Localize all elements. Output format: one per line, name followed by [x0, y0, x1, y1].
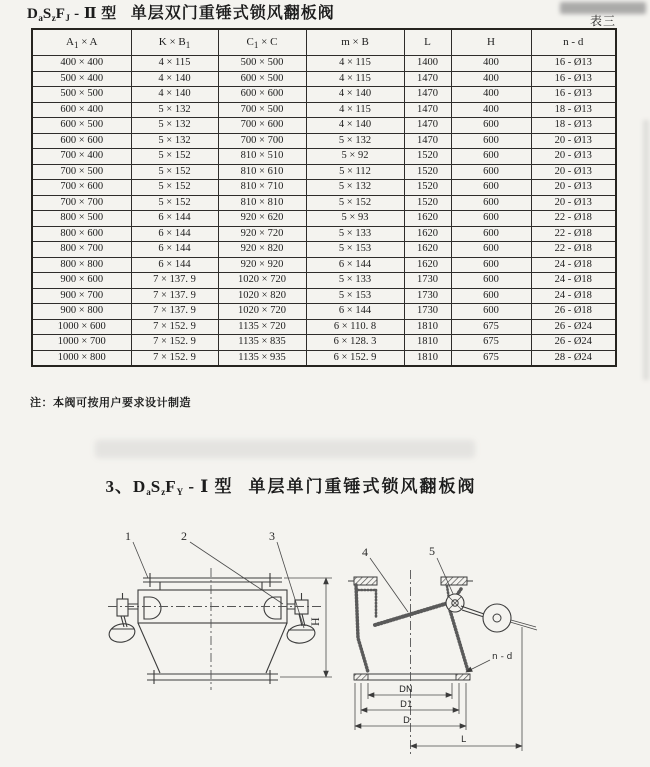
- section-title: 3、$D_aS_zF_Y$ - Ⅰ 型 单层单门重锤式锁风翻板阀: [105, 477, 477, 497]
- note-text: 注：本阀可按用户要求设计制造: [30, 397, 191, 409]
- table-row: [32, 133, 616, 149]
- table-cell: 920 × 620: [218, 211, 306, 227]
- table-row: [32, 56, 616, 72]
- table-cell: 6 × 110. 8: [306, 319, 404, 335]
- table-cell: 810 × 610: [218, 164, 306, 180]
- table-cell: 675: [451, 319, 531, 335]
- table-cell: 4 × 115: [306, 71, 404, 87]
- table-cell: 5 × 152: [131, 149, 218, 165]
- dim-d1: [361, 700, 459, 710]
- table-cell: 400: [451, 56, 531, 72]
- ghost-print-artifact: [95, 440, 475, 458]
- table-cell: 600: [451, 133, 531, 149]
- table-cell: 1470: [404, 71, 451, 87]
- table-cell: 600: [451, 226, 531, 242]
- table-cell: 5 × 132: [306, 180, 404, 196]
- table-cell: 7 × 152. 9: [131, 335, 218, 351]
- table-cell: 500 × 500: [32, 87, 131, 103]
- table-cell: 810 × 510: [218, 149, 306, 165]
- table-cell: 1000 × 700: [32, 335, 131, 351]
- table-row: [32, 149, 616, 165]
- table-cell: 5 × 152: [131, 195, 218, 211]
- table-row: [32, 288, 616, 304]
- table-cell: 4 × 140: [306, 118, 404, 134]
- table-cell: 1730: [404, 304, 451, 320]
- table-cell: 7 × 152. 9: [131, 350, 218, 366]
- callout-5: 5: [429, 544, 435, 558]
- table-cell: 700 × 700: [218, 133, 306, 149]
- table-cell: 700 × 500: [218, 102, 306, 118]
- table-cell: 600: [451, 211, 531, 227]
- table-cell: 1020 × 720: [218, 304, 306, 320]
- table-cell: 800 × 600: [32, 226, 131, 242]
- table-row: [32, 71, 616, 87]
- table-cell: 1730: [404, 288, 451, 304]
- table-cell: 16 - Ø13: [531, 71, 616, 87]
- table-cell: 1470: [404, 102, 451, 118]
- table-cell: 7 × 137. 9: [131, 304, 218, 320]
- table-cell: 900 × 700: [32, 288, 131, 304]
- table-cell: 4 × 115: [131, 56, 218, 72]
- left-hammer-assembly: [107, 593, 138, 645]
- table-cell: 400: [451, 87, 531, 103]
- spec-table: [31, 28, 617, 367]
- table-cell: 18 - Ø13: [531, 118, 616, 134]
- table-row: [32, 102, 616, 118]
- table-cell: 1620: [404, 257, 451, 273]
- col-header-l: L: [404, 29, 451, 56]
- table-cell: 5 × 133: [306, 273, 404, 289]
- valve-technical-drawing: [0, 518, 650, 767]
- table-cell: 5 × 132: [131, 133, 218, 149]
- table-row: [32, 304, 616, 320]
- table-cell: 920 × 720: [218, 226, 306, 242]
- page-title: [27, 0, 335, 23]
- table-row: [32, 180, 616, 196]
- table-cell: 1520: [404, 149, 451, 165]
- table-cell: 800 × 800: [32, 257, 131, 273]
- table-cell: 4 × 140: [306, 87, 404, 103]
- table-cell: 1020 × 720: [218, 273, 306, 289]
- dim-h: [280, 578, 332, 677]
- table-cell: 26 - Ø18: [531, 304, 616, 320]
- table-cell: 26 - Ø24: [531, 335, 616, 351]
- table-row: [32, 118, 616, 134]
- table-cell: 6 × 144: [131, 211, 218, 227]
- table-cell: 1520: [404, 180, 451, 196]
- table-cell: 16 - Ø13: [531, 87, 616, 103]
- table-cell: 28 - Ø24: [531, 350, 616, 366]
- section-valve-name: 单层单门重锤式锁风翻板阀: [248, 477, 477, 496]
- table-cell: 600: [451, 288, 531, 304]
- table-cell: 5 × 93: [306, 211, 404, 227]
- valve-name: 单层双门重锤式锁风翻板阀: [130, 5, 335, 22]
- dim-label-h: H: [308, 617, 322, 626]
- header-row: [32, 29, 616, 56]
- table-cell: 900 × 600: [32, 273, 131, 289]
- table-cell: 1135 × 835: [218, 335, 306, 351]
- table-cell: 600 × 400: [32, 102, 131, 118]
- table-cell: 400: [451, 71, 531, 87]
- table-cell: 400: [451, 102, 531, 118]
- table-cell: 6 × 144: [306, 257, 404, 273]
- table-cell: 26 - Ø24: [531, 319, 616, 335]
- table-cell: 1620: [404, 226, 451, 242]
- callout-4: 4: [362, 545, 368, 559]
- flap-plate: [375, 603, 448, 625]
- table-cell: 1020 × 820: [218, 288, 306, 304]
- table-cell: 400 × 400: [32, 56, 131, 72]
- table-cell: 16 - Ø13: [531, 56, 616, 72]
- front-view: [107, 529, 332, 690]
- table-cell: 22 - Ø18: [531, 211, 616, 227]
- table-cell: 5 × 132: [306, 133, 404, 149]
- table-cell: 5 × 92: [306, 149, 404, 165]
- table-cell: 810 × 810: [218, 195, 306, 211]
- pivot-hinge: [446, 594, 464, 612]
- table-cell: 1620: [404, 242, 451, 258]
- table-row: [32, 195, 616, 211]
- table-cell: 6 × 144: [306, 304, 404, 320]
- table-cell: 5 × 152: [131, 164, 218, 180]
- table-cell: 7 × 137. 9: [131, 288, 218, 304]
- table-cell: 920 × 820: [218, 242, 306, 258]
- callout-2: 2: [181, 529, 187, 543]
- section-model-code: $D_aS_zF_Y$ - Ⅰ 型: [132, 477, 233, 497]
- table-row: [32, 319, 616, 335]
- top-flange: [143, 573, 282, 590]
- col-header-a1xa: $A_1 \times A$: [32, 29, 131, 56]
- col-header-kxb1: $K \times B_1$: [131, 29, 218, 56]
- table-cell: 1470: [404, 87, 451, 103]
- table-cell: 4 × 115: [306, 102, 404, 118]
- table-cell: 1135 × 935: [218, 350, 306, 366]
- table-cell: 24 - Ø18: [531, 273, 616, 289]
- table-cell: 5 × 112: [306, 164, 404, 180]
- table-cell: 1135 × 720: [218, 319, 306, 335]
- cone-and-bottom-flange: [138, 623, 287, 684]
- table-cell: 4 × 140: [131, 87, 218, 103]
- table-cell: 20 - Ø13: [531, 180, 616, 196]
- dim-label-l: L: [461, 735, 467, 745]
- table-cell: 600: [451, 118, 531, 134]
- table-cell: 20 - Ø13: [531, 164, 616, 180]
- table-cell: 1470: [404, 133, 451, 149]
- table-cell: 675: [451, 335, 531, 351]
- scan-smudge-right-edge: [643, 120, 649, 380]
- table-cell: 800 × 500: [32, 211, 131, 227]
- table-row: [32, 350, 616, 366]
- table-cell: 600: [451, 180, 531, 196]
- table-row: [32, 226, 616, 242]
- dim-label-d1: D1: [400, 700, 413, 710]
- table-cell: 600: [451, 273, 531, 289]
- table-cell: 20 - Ø13: [531, 133, 616, 149]
- table-cell: 7 × 137. 9: [131, 273, 218, 289]
- table-cell: 600: [451, 304, 531, 320]
- table-cell: 600: [451, 242, 531, 258]
- dim-label-dn: DN: [399, 685, 413, 695]
- table-row: [32, 87, 616, 103]
- table-cell: 1400: [404, 56, 451, 72]
- table-cell: 1810: [404, 335, 451, 351]
- table-cell: 20 - Ø13: [531, 195, 616, 211]
- table-cell: 5 × 153: [306, 242, 404, 258]
- table-cell: 900 × 800: [32, 304, 131, 320]
- table-row: [32, 164, 616, 180]
- table-cell: 600: [451, 195, 531, 211]
- callout-3: 3: [269, 529, 275, 543]
- table-cell: 1730: [404, 273, 451, 289]
- table-row: [32, 242, 616, 258]
- table-cell: 1810: [404, 319, 451, 335]
- dim-label-nd: n - d: [492, 652, 513, 662]
- col-header-nd: n - d: [531, 29, 616, 56]
- table-row: [32, 211, 616, 227]
- table-cell: 24 - Ø18: [531, 288, 616, 304]
- spec-table-body: [32, 56, 616, 367]
- table-row: [32, 257, 616, 273]
- table-cell: 600: [451, 149, 531, 165]
- table-cell: 1620: [404, 211, 451, 227]
- table-cell: 810 × 710: [218, 180, 306, 196]
- table-cell: 18 - Ø13: [531, 102, 616, 118]
- table-cell: 600: [451, 257, 531, 273]
- table-cell: 22 - Ø18: [531, 226, 616, 242]
- table-caption: 表三: [589, 14, 616, 28]
- table-cell: 6 × 144: [131, 257, 218, 273]
- shaft-bearings: [144, 597, 281, 619]
- table-cell: 6 × 128. 3: [306, 335, 404, 351]
- dim-l: [411, 735, 523, 746]
- table-cell: 1810: [404, 350, 451, 366]
- table-cell: 920 × 920: [218, 257, 306, 273]
- table-cell: 5 × 152: [131, 180, 218, 196]
- table-cell: 1520: [404, 195, 451, 211]
- table-cell: 7 × 152. 9: [131, 319, 218, 335]
- bolt-callout: [466, 652, 512, 672]
- table-cell: 1520: [404, 164, 451, 180]
- table-cell: 800 × 700: [32, 242, 131, 258]
- table-cell: 5 × 153: [306, 288, 404, 304]
- table-cell: 5 × 132: [131, 102, 218, 118]
- table-cell: 600 × 600: [32, 133, 131, 149]
- dim-label-d: D: [403, 716, 410, 726]
- dim-extension-lines: [355, 627, 522, 751]
- table-cell: 1000 × 800: [32, 350, 131, 366]
- table-cell: 700 × 600: [32, 180, 131, 196]
- table-cell: 4 × 115: [306, 56, 404, 72]
- table-cell: 600 × 500: [32, 118, 131, 134]
- table-cell: 600: [451, 164, 531, 180]
- table-cell: 700 × 700: [32, 195, 131, 211]
- table-cell: 500 × 400: [32, 71, 131, 87]
- table-cell: 5 × 152: [306, 195, 404, 211]
- col-header-mxb: m × B: [306, 29, 404, 56]
- table-cell: 20 - Ø13: [531, 149, 616, 165]
- spec-table-head: [32, 29, 616, 56]
- callout-1: 1: [125, 529, 131, 543]
- table-cell: 700 × 600: [218, 118, 306, 134]
- table-cell: 6 × 152. 9: [306, 350, 404, 366]
- section-bottom-flange: [354, 674, 470, 680]
- table-cell: 4 × 140: [131, 71, 218, 87]
- table-row: [32, 273, 616, 289]
- table-cell: 675: [451, 350, 531, 366]
- table-row: [32, 335, 616, 351]
- table-cell: 500 × 500: [218, 56, 306, 72]
- table-cell: 1000 × 600: [32, 319, 131, 335]
- table-cell: 1470: [404, 118, 451, 134]
- table-cell: 6 × 144: [131, 226, 218, 242]
- table-cell: 22 - Ø18: [531, 242, 616, 258]
- col-header-h: H: [451, 29, 531, 56]
- model-code: $D_aS_zF_J$ - Ⅱ 型: [27, 6, 117, 23]
- table-cell: 600 × 600: [218, 87, 306, 103]
- dim-dn: [368, 685, 452, 695]
- table-cell: 6 × 144: [131, 242, 218, 258]
- table-cell: 24 - Ø18: [531, 257, 616, 273]
- table-cell: 5 × 133: [306, 226, 404, 242]
- table-cell: 700 × 400: [32, 149, 131, 165]
- counterweight-lever: [461, 604, 537, 632]
- section-view: [348, 544, 537, 755]
- table-cell: 600 × 500: [218, 71, 306, 87]
- table-cell: 700 × 500: [32, 164, 131, 180]
- table-cell: 5 × 132: [131, 118, 218, 134]
- col-header-c1xc: $C_1 \times C$: [218, 29, 306, 56]
